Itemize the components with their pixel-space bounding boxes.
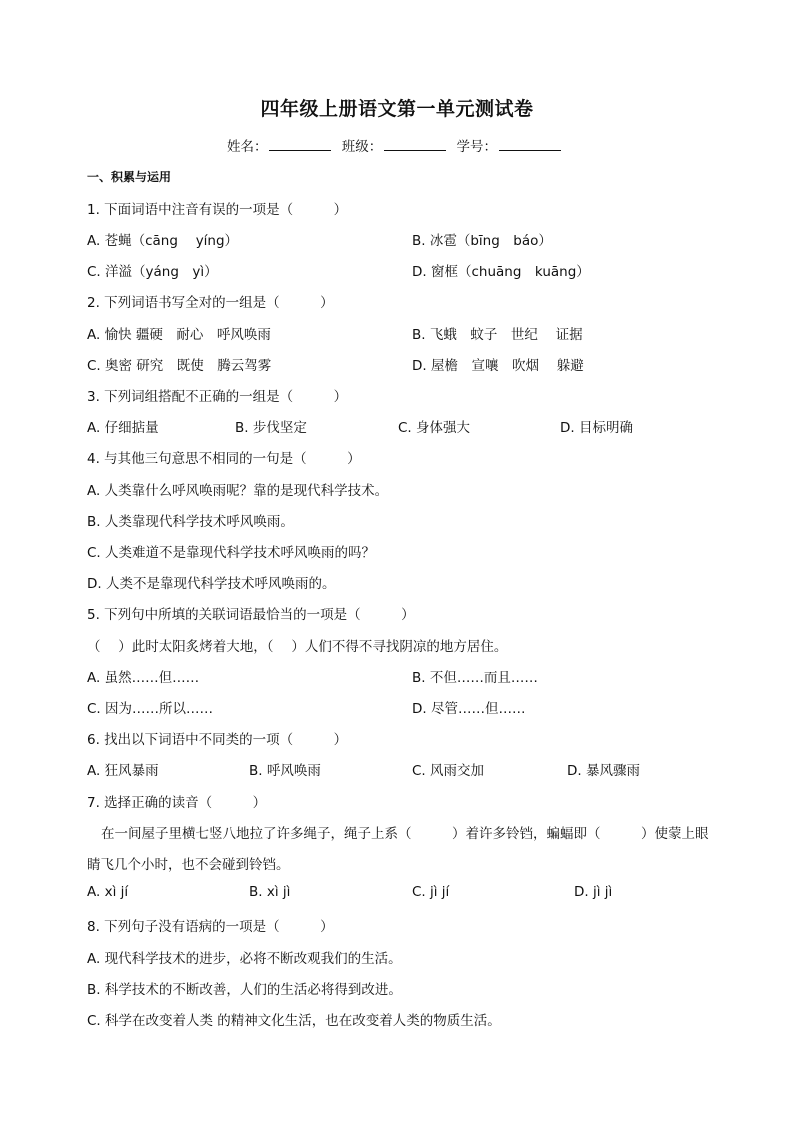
name-label: 姓名： (226, 139, 268, 155)
q2-option-d: D. 屋檐 宣嚷 吹烟 躲避 (412, 358, 584, 374)
q4-option-a: A. 人类靠什么呼风唤雨呢？靠的是现代科学技术。 (87, 483, 389, 499)
question-6-stem: 6. 找出以下词语中不同类的一项（ ） (87, 732, 348, 748)
q5-sentence: （ ）此时太阳炙烤着大地，（ ）人们不得不寻找阴凉的地方居住。 (87, 639, 508, 655)
section-heading: 一、积累与运用 (87, 170, 172, 184)
q6-option-b: B. 呼风唤雨 (249, 763, 321, 779)
class-label: 班级： (341, 139, 383, 155)
q1-option-c: C. 洋溢（yáng yì） (87, 264, 218, 280)
q5-option-a: A. 虽然……但…… (87, 670, 200, 686)
q6-option-a: A. 狂风暴雨 (87, 763, 159, 779)
q4-option-c: C. 人类难道不是靠现代科学技术呼风唤雨的吗？ (87, 545, 376, 561)
page-title: 四年级上册语文第一单元测试卷 (260, 98, 534, 120)
q1-option-a: A. 苍蝇（cāng yíng） (87, 233, 239, 249)
q4-option-b: B. 人类靠现代科学技术呼风唤雨。 (87, 514, 294, 530)
q7-option-c: C. jì jí (412, 884, 450, 900)
q6-option-c: C. 风雨交加 (412, 763, 485, 779)
q3-option-d: D. 目标明确 (560, 420, 633, 436)
q8-option-a: A. 现代科学技术的进步，必将不断改观我们的生活。 (87, 951, 402, 967)
q8-option-c: C. 科学在改变着人类 的精神文化生活，也在改变着人类的物质生活。 (87, 1013, 501, 1029)
q8-option-b: B. 科学技术的不断改善，人们的生活必将得到改进。 (87, 982, 402, 998)
q3-option-a: A. 仔细掂量 (87, 420, 159, 436)
name-blank[interactable] (269, 136, 331, 151)
q7-passage-line-1: 在一间屋子里横七竖八地拉了许多绳子，绳子上系（ ）着许多铃铛，蝙蝠即（ ）使蒙上眼 (101, 826, 709, 842)
question-3-stem: 3. 下列词组搭配不正确的一组是（ ） (87, 389, 348, 405)
id-label: 学号： (456, 139, 498, 155)
q5-option-c: C. 因为……所以…… (87, 701, 214, 717)
q5-option-d: D. 尽管……但…… (412, 701, 526, 717)
id-blank[interactable] (499, 136, 561, 151)
q1-option-b: B. 冰雹（bīng báo） (412, 233, 552, 249)
q6-option-d: D. 暴风骤雨 (567, 763, 640, 779)
class-blank[interactable] (384, 136, 446, 151)
q2-option-c: C. 奥密 研究 既使 腾云驾雾 (87, 358, 272, 374)
question-7-stem: 7. 选择正确的读音（ ） (87, 795, 267, 811)
question-1-stem: 1. 下面词语中注音有误的一项是（ ） (87, 202, 348, 218)
student-info (0, 135, 794, 155)
q7-passage-line-2: 睛飞几个小时，也不会碰到铃铛。 (87, 857, 290, 873)
question-2-stem: 2. 下列词语书写全对的一组是（ ） (87, 295, 334, 311)
question-8-stem: 8. 下列句子没有语病的一项是（ ） (87, 919, 334, 935)
q5-option-b: B. 不但……而且…… (412, 670, 538, 686)
q7-option-d: D. jì jì (574, 884, 613, 900)
q2-option-b: B. 飞蛾 蚊子 世纪 证据 (412, 327, 583, 343)
q7-option-b: B. xì jì (249, 884, 291, 900)
question-5-stem: 5. 下列句中所填的关联词语最恰当的一项是（ ） (87, 607, 415, 623)
q3-option-c: C. 身体强大 (398, 420, 471, 436)
q3-option-b: B. 步伐坚定 (235, 420, 307, 436)
q4-option-d: D. 人类不是靠现代科学技术呼风唤雨的。 (87, 576, 336, 592)
question-4-stem: 4. 与其他三句意思不相同的一句是（ ） (87, 451, 361, 467)
q2-option-a: A. 愉快 疆硬 耐心 呼风唤雨 (87, 327, 271, 343)
q7-option-a: A. xì jí (87, 884, 129, 900)
q1-option-d: D. 窗框（chuāng kuāng） (412, 264, 590, 280)
